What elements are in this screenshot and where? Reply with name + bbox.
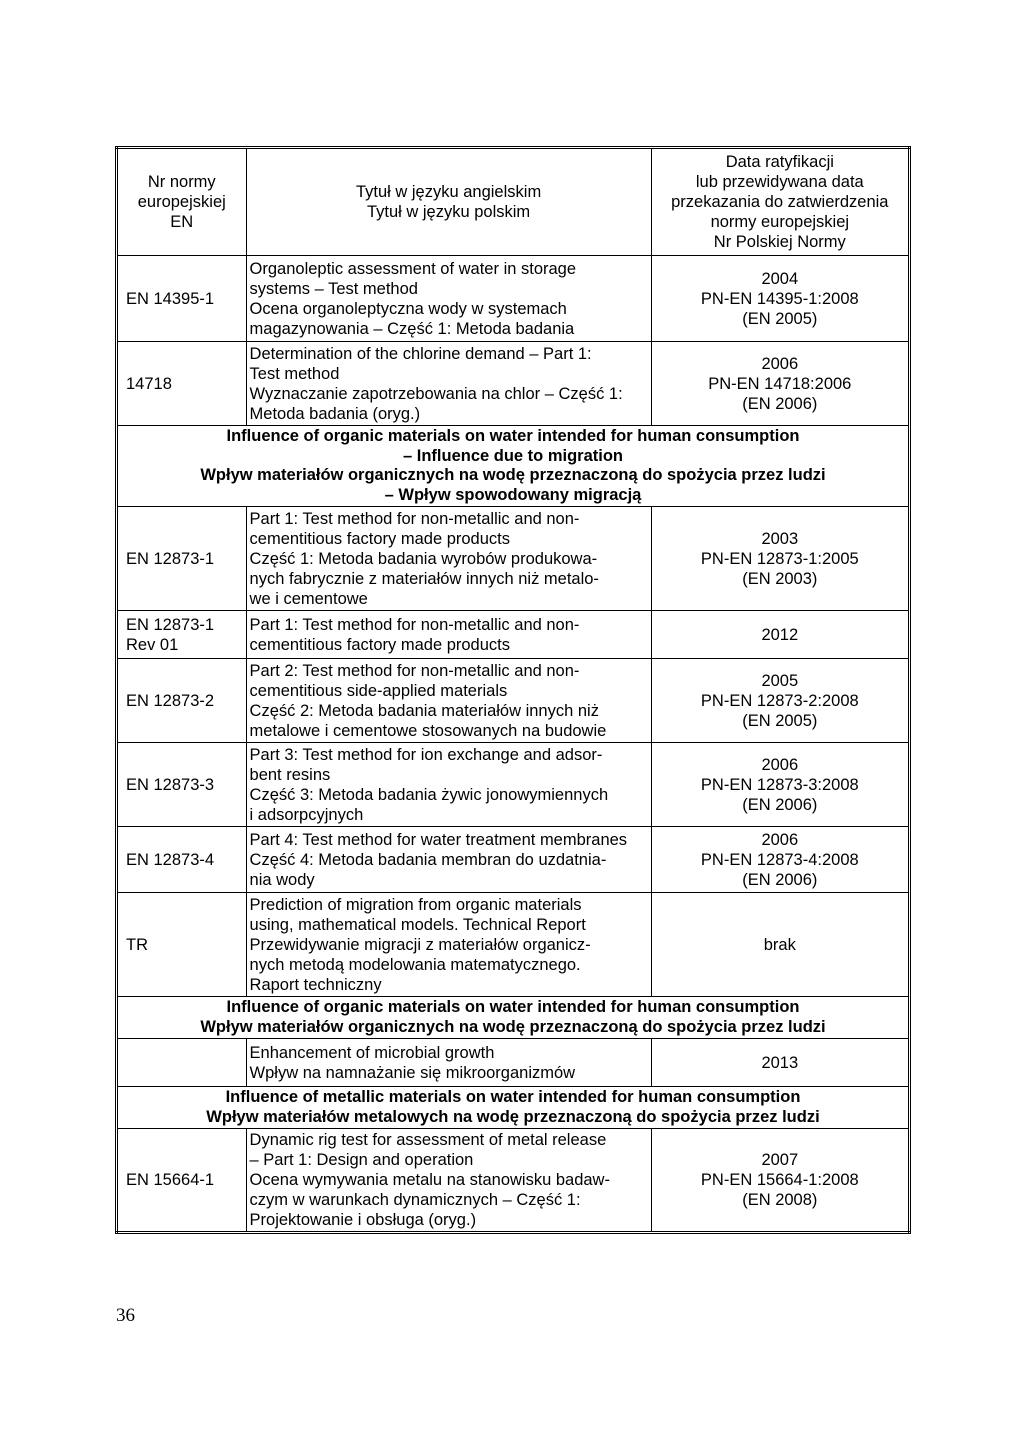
standard-number: EN 12873-1 [117,507,247,611]
standard-title: Part 1: Test method for non-metallic and non- cementitious factory made products [246,611,651,659]
ratification-date: brak [651,893,909,997]
standard-number: EN 12873-1 Rev 01 [117,611,247,659]
section-heading-row [117,997,910,1039]
standard-title: Part 4: Test method for water treatment membranes Część 4: Metoda badania membran do uzdatnia- nia wody [246,827,651,893]
table-row [117,342,910,426]
standard-number: 14718 [117,342,247,426]
ratification-date: 2003 PN-EN 12873-1:2005 (EN 2003) [651,507,909,611]
standards-table [115,146,911,1234]
ratification-date: 2006 PN-EN 12873-3:2008 (EN 2006) [651,743,909,827]
table-row [117,827,910,893]
section-heading-row [117,426,910,507]
standard-number: EN 12873-3 [117,743,247,827]
standard-title: Part 3: Test method for ion exchange and adsor- bent resins Część 3: Metoda badania żywic jonowymiennych i adsorpcyjnych [246,743,651,827]
table-row [117,1129,910,1233]
table-row [117,893,910,997]
header-standard-number: Nr normy europejskiej EN [117,148,247,256]
ratification-date: 2006 PN-EN 12873-4:2008 (EN 2006) [651,827,909,893]
standard-number: EN 12873-2 [117,659,247,743]
table-row [117,507,910,611]
table-row [117,1039,910,1087]
standard-number [117,1039,247,1087]
standard-title: Part 1: Test method for non-metallic and non- cementitious factory made products Część 1: Metoda badania wyrobów produkowa- nych fabrycznie z materiałów innych niż metalo- we i cementowe [246,507,651,611]
table-row [117,659,910,743]
section-heading: Influence of organic materials on water intended for human consumption Wpływ materiałów organicznych na wodę przeznaczoną do spożycia przez ludzi [117,997,910,1039]
standard-title: Determination of the chlorine demand – Part 1: Test method Wyznaczanie zapotrzebowania na chlor – Część 1: Metoda badania (oryg.) [246,342,651,426]
ratification-date: 2005 PN-EN 12873-2:2008 (EN 2005) [651,659,909,743]
standard-title: Enhancement of microbial growth Wpływ na namnażanie się mikroorganizmów [246,1039,651,1087]
ratification-date: 2004 PN-EN 14395-1:2008 (EN 2005) [651,256,909,342]
header-ratification-date: Data ratyfikacji lub przewidywana data przekazania do zatwierdzenia normy europejskiej Nr Polskiej Normy [651,148,909,256]
ratification-date: 2013 [651,1039,909,1087]
table-row [117,743,910,827]
section-heading: Influence of metallic materials on water intended for human consumption Wpływ materiałów metalowych na wodę przeznaczoną do spożycia przez ludzi [117,1087,910,1129]
standard-title: Dynamic rig test for assessment of metal release – Part 1: Design and operation Ocena wymywania metalu na stanowisku badaw- czym w warunkach dynamicznych – Część 1: Projektowanie i obsługa (oryg.) [246,1129,651,1233]
header-title: Tytuł w języku angielskim Tytuł w języku polskim [246,148,651,256]
header-row [117,148,910,256]
section-heading: Influence of organic materials on water intended for human consumption – Influence due to migration Wpływ materiałów organicznych na wodę przeznaczoną do spożycia przez ludzi – Wpływ spowodowany migracją [117,426,910,507]
table-row [117,611,910,659]
standard-number: EN 15664-1 [117,1129,247,1233]
standard-number: TR [117,893,247,997]
standard-title: Part 2: Test method for non-metallic and non- cementitious side-applied materials Część 2: Metoda badania materiałów innych niż metalowe i cementowe stosowanych na budowie [246,659,651,743]
page-number: 36 [116,1305,135,1326]
ratification-date: 2006 PN-EN 14718:2006 (EN 2006) [651,342,909,426]
ratification-date: 2007 PN-EN 15664-1:2008 (EN 2008) [651,1129,909,1233]
standard-number: EN 12873-4 [117,827,247,893]
ratification-date: 2012 [651,611,909,659]
section-heading-row [117,1087,910,1129]
standard-title: Prediction of migration from organic materials using, mathematical models. Technical Report Przewidywanie migracji z materiałów organicz- nych metodą modelowania matematycznego. Raport techniczny [246,893,651,997]
table-row [117,256,910,342]
standard-title: Organoleptic assessment of water in storage systems – Test method Ocena organoleptyczna wody w systemach magazynowania – Część 1: Metoda badania [246,256,651,342]
standard-number: EN 14395-1 [117,256,247,342]
